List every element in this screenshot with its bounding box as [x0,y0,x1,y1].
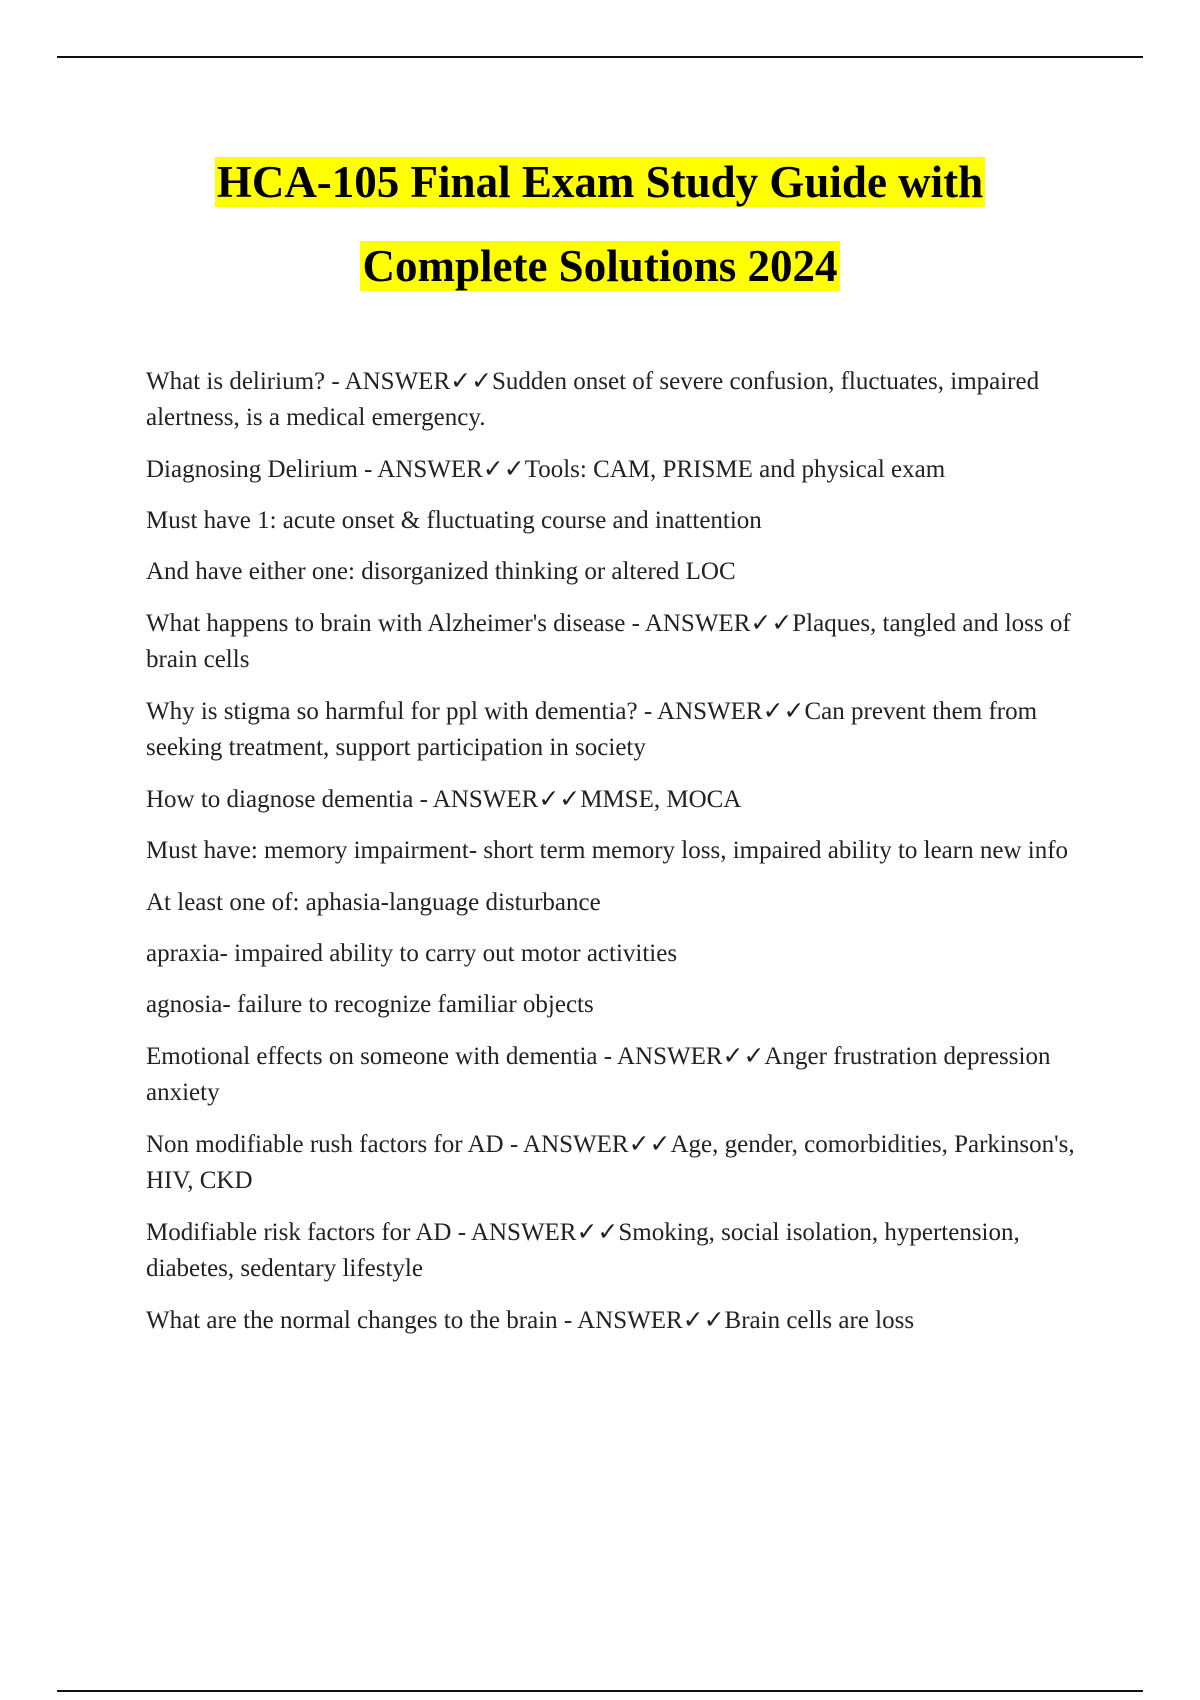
qa-item-stigma [146,694,1096,766]
note-line: At least one of: aphasia-language disturbance [146,889,601,916]
note-line: And have either one: disorganized thinking or altered LOC [146,558,736,585]
answer-marker: - ANSWER✓✓ [325,368,493,395]
question-text: Emotional effects on someone with dementia [146,1043,598,1070]
question-text: Diagnosing Delirium [146,456,358,483]
question-text: How to diagnose dementia [146,786,414,813]
qa-item-diagnose-dementia [146,782,1096,818]
title-line-1 [0,140,1200,224]
answer-marker: - ANSWER✓✓ [637,698,805,725]
study-guide-content [146,364,1096,1355]
answer-text: Tools: CAM, PRISME and physical exam [524,456,946,483]
question-text: Why is stigma so harmful for ppl with dementia? [146,698,638,725]
note-line: apraxia- impaired ability to carry out motor activities [146,940,678,967]
answer-marker: - ANSWER✓✓ [557,1307,725,1334]
qa-item-normal-brain-changes [146,1303,1096,1339]
answer-marker: - ANSWER✓✓ [451,1219,619,1246]
answer-text: MMSE, MOCA [580,786,742,813]
answer-text: Sudden onset of severe confusion, fluctuates, impaired alertness, is a medical emergency. [146,368,1040,431]
answer-marker: - ANSWER✓✓ [413,786,581,813]
qa-item-delirium [146,364,1096,436]
header-rule [57,56,1143,58]
qa-item-alzheimers-brain [146,606,1096,678]
qa-item-diagnosing-delirium [146,452,1096,488]
answer-marker: - ANSWER✓✓ [597,1043,765,1070]
note-line: Must have 1: acute onset & fluctuating course and inattention [146,507,762,534]
question-text: What is delirium? [146,368,326,395]
answer-text: Plaques, tangled and loss of brain cells [146,610,1071,673]
answer-text: Can prevent them from seeking treatment, support participation in society [146,698,1038,761]
title-line-1-text: HCA-105 Final Exam Study Guide with [216,157,984,207]
note-line: agnosia- failure to recognize familiar objects [146,991,594,1018]
question-text: Non modifiable rush factors for AD [146,1131,504,1158]
document-title [0,140,1200,308]
question-text: What happens to brain with Alzheimer's disease [146,610,626,637]
question-text: Modifiable risk factors for AD [146,1219,452,1246]
footer-rule [57,1690,1143,1692]
answer-text: Brain cells are loss [724,1307,915,1334]
answer-text: Anger frustration depression anxiety [146,1043,1051,1106]
answer-text: Smoking, social isolation, hypertension, diabetes, sedentary lifestyle [146,1219,1020,1282]
title-line-2 [0,224,1200,308]
qa-item-modifiable-factors [146,1215,1096,1287]
note-line: Must have: memory impairment- short term memory loss, impaired ability to learn new info [146,837,1069,864]
qa-item-non-modifiable-factors [146,1127,1096,1199]
question-text: What are the normal changes to the brain [146,1307,558,1334]
qa-item-emotional-effects [146,1039,1096,1111]
answer-marker: - ANSWER✓✓ [357,456,525,483]
answer-text: Age, gender, comorbidities, Parkinson's, HIV, CKD [146,1131,1075,1194]
title-line-2-text: Complete Solutions 2024 [362,241,838,291]
answer-marker: - ANSWER✓✓ [625,610,793,637]
answer-marker: - ANSWER✓✓ [503,1131,671,1158]
